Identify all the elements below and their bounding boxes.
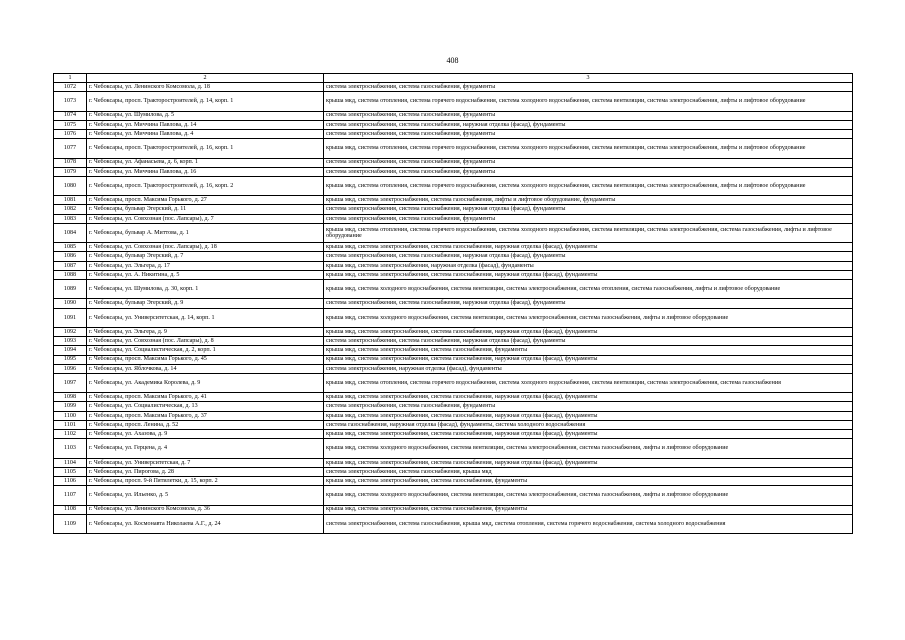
works-cell: крыша мкд, система электроснабжения, система газоснабжения, наружная отделка (фасад), фундаменты [324,393,853,402]
address-cell: г. Чебоксары, просп. Максима Горького, д. 37 [87,411,324,420]
table-row [54,176,853,195]
table-row [54,129,853,138]
table-row [54,280,853,299]
works-cell: система электроснабжения, система газоснабжения, фундаменты [324,129,853,138]
works-cell: крыша мкд, система электроснабжения, система газоснабжения, наружная отделка (фасад), фундаменты [324,430,853,439]
address-cell: г. Чебоксары, ул. Миччина Павлова, д. 4 [87,129,324,138]
table-row [54,92,853,111]
works-cell: система электроснабжения, система газоснабжения, наружная отделка (фасад), фундаменты [324,337,853,346]
table-row [54,505,853,514]
table-row [54,402,853,411]
row-number: 1099 [54,402,87,411]
row-number: 1109 [54,514,87,533]
table-row [54,364,853,373]
column-header-1: 1 [54,74,87,83]
address-cell: г. Чебоксары, просп. Максима Горького, д. 41 [87,393,324,402]
page-number: 408 [446,56,459,65]
table-row [54,355,853,364]
address-cell: г. Чебоксары, ул. Миччина Павлова, д. 14 [87,120,324,129]
works-cell: система электроснабжения, система газоснабжения, фундаменты [324,167,853,176]
works-cell: система электроснабжения, наружная отделка (фасад), фундаменты [324,364,853,373]
works-cell: крыша мкд, система электроснабжения, система газоснабжения, наружная отделка (фасад), фундаменты [324,270,853,279]
address-cell: г. Чебоксары, ул. Университетская, д. 7 [87,458,324,467]
address-cell: г. Чебоксары, ул. Совхозная (пос. Лапсары), д. 18 [87,243,324,252]
address-cell: г. Чебоксары, ул. Ленинского Комсомола, д. 36 [87,505,324,514]
table-row [54,514,853,533]
table-row [54,430,853,439]
row-number: 1096 [54,364,87,373]
address-cell: г. Чебоксары, ул. Афанасьева, д. 6, корп. 1 [87,158,324,167]
works-cell: система электроснабжения, система газоснабжения, фундаменты [324,111,853,120]
table-row [54,346,853,355]
works-cell: система электроснабжения, система газоснабжения, крыша мкд [324,467,853,476]
address-cell: г. Чебоксары, просп. Тракторостроителей, д. 14, корп. 1 [87,92,324,111]
row-number: 1093 [54,337,87,346]
row-number: 1073 [54,92,87,111]
address-cell: г. Чебоксары, бульвар А. Миттова, д. 1 [87,223,324,242]
row-number: 1108 [54,505,87,514]
table-row [54,205,853,214]
table-row [54,83,853,92]
address-cell: г. Чебоксары, ул. Космонавта Николаева А.Г., д. 24 [87,514,324,533]
row-number: 1079 [54,167,87,176]
row-number: 1101 [54,420,87,429]
table-row [54,299,853,308]
works-cell: крыша мкд, система электроснабжения, система газоснабжения, фундаменты [324,346,853,355]
row-number: 1082 [54,205,87,214]
address-cell: г. Чебоксары, просп. 9-й Пятилетки, д. 15, корп. 2 [87,477,324,486]
row-number: 1097 [54,373,87,392]
address-cell: г. Чебоксары, ул. Социалистическая, д. 2, корп. 1 [87,346,324,355]
works-cell: крыша мкд, система электроснабжения, система газоснабжения, наружная отделка (фасад), фундаменты [324,458,853,467]
row-number: 1076 [54,129,87,138]
table-row [54,223,853,242]
address-cell: г. Чебоксары, ул. Шумилова, д. 5 [87,111,324,120]
address-cell: г. Чебоксары, ул. Эльгера, д. 17 [87,261,324,270]
address-cell: г. Чебоксары, ул. Университетская, д. 14, корп. 1 [87,308,324,327]
address-cell: г. Чебоксары, ул. Академика Королева, д. 9 [87,373,324,392]
works-cell: крыша мкд, система электроснабжения, система газоснабжения, наружная отделка (фасад), фундаменты [324,411,853,420]
works-cell: крыша мкд, система холодного водоснабжения, система вентиляции, система электроснабжения, система газоснабжения, лифты и лифтовое оборудование [324,308,853,327]
row-number: 1083 [54,214,87,223]
row-number: 1091 [54,308,87,327]
row-number: 1086 [54,252,87,261]
table-row [54,393,853,402]
table-row [54,139,853,158]
table-row [54,486,853,505]
address-cell: г. Чебоксары, ул. Пирогова, д. 28 [87,467,324,476]
row-number: 1072 [54,83,87,92]
row-number: 1074 [54,111,87,120]
works-cell: система электроснабжения, система газоснабжения, наружная отделка (фасад), фундаменты [324,205,853,214]
works-cell: система газоснабжения, наружная отделка (фасад), фундаменты, система холодного водоснабжения [324,420,853,429]
table-row [54,243,853,252]
table-row [54,111,853,120]
table-row [54,252,853,261]
works-cell: система электроснабжения, система газоснабжения, фундаменты [324,402,853,411]
row-number: 1087 [54,261,87,270]
table-row [54,261,853,270]
address-cell: г. Чебоксары, ул. Герцена, д. 4 [87,439,324,458]
works-cell: крыша мкд, система электроснабжения, система газоснабжения, лифты и лифтовое оборудование, фундаменты [324,196,853,205]
row-number: 1075 [54,120,87,129]
row-number: 1089 [54,280,87,299]
table-row [54,120,853,129]
address-cell: г. Чебоксары, ул. Ильенко, д. 5 [87,486,324,505]
works-cell: крыша мкд, система отопления, система горячего водоснабжения, система холодного водоснабжения, система вентиляции, система электроснабжения, лифты и лифтовое оборудование [324,92,853,111]
address-cell: г. Чебоксары, ул. Ахазова, д. 9 [87,430,324,439]
works-cell: система электроснабжения, система газоснабжения, наружная отделка (фасад), фундаменты [324,252,853,261]
table-row [54,337,853,346]
address-cell: г. Чебоксары, ул. Эльгера, д. 9 [87,327,324,336]
row-number: 1094 [54,346,87,355]
table-header-row [54,74,853,83]
table-row [54,196,853,205]
works-cell: крыша мкд, система электроснабжения, система газоснабжения, фундаменты [324,505,853,514]
row-number: 1098 [54,393,87,402]
address-cell: г. Чебоксары, ул. Социалистическая, д. 13 [87,402,324,411]
table-row [54,158,853,167]
table-row [54,270,853,279]
row-number: 1088 [54,270,87,279]
table-row [54,167,853,176]
table-row [54,420,853,429]
address-cell: г. Чебоксары, ул. Шумилова, д. 30, корп. 1 [87,280,324,299]
row-number: 1085 [54,243,87,252]
works-cell: система электроснабжения, система газоснабжения, крыша мкд, система отопления, система горячего водоснабжения, система холодного водоснабжения [324,514,853,533]
row-number: 1102 [54,430,87,439]
table-row [54,477,853,486]
row-number: 1090 [54,299,87,308]
address-cell: г. Чебоксары, просп. Максима Горького, д. 45 [87,355,324,364]
address-cell: г. Чебоксары, ул. Совхозная (пос. Лапсары), д. 7 [87,214,324,223]
works-cell: крыша мкд, система электроснабжения, система газоснабжения, наружная отделка (фасад), фундаменты [324,327,853,336]
row-number: 1105 [54,467,87,476]
works-cell: система электроснабжения, система газоснабжения, фундаменты [324,214,853,223]
works-cell: крыша мкд, система отопления, система горячего водоснабжения, система холодного водоснабжения, система вентиляции, система электроснабжения, система газоснабжения, лифты и лифтовое оборудование [324,223,853,242]
table-row [54,327,853,336]
works-cell: система электроснабжения, система газоснабжения, наружная отделка (фасад), фундаменты [324,299,853,308]
column-header-3: 3 [324,74,853,83]
table-row [54,308,853,327]
works-cell: крыша мкд, система отопления, система горячего водоснабжения, система холодного водоснабжения, система вентиляции, система электроснабжения, лифты и лифтовое оборудование [324,176,853,195]
works-cell: крыша мкд, система электроснабжения, наружная отделка (фасад), фундаменты [324,261,853,270]
address-cell: г. Чебоксары, ул. Миччина Павлова, д. 16 [87,167,324,176]
table-row [54,214,853,223]
address-cell: г. Чебоксары, бульвар Эгерский, д. 11 [87,205,324,214]
address-cell: г. Чебоксары, просп. Тракторостроителей, д. 16, корп. 1 [87,139,324,158]
address-cell: г. Чебоксары, просп. Ленина, д. 52 [87,420,324,429]
address-cell: г. Чебоксары, ул. А. Никитина, д. 5 [87,270,324,279]
works-cell: система электроснабжения, система газоснабжения, наружная отделка (фасад), фундаменты [324,120,853,129]
table-row [54,458,853,467]
row-number: 1106 [54,477,87,486]
works-cell: крыша мкд, система холодного водоснабжения, система вентиляции, система электроснабжения, система газоснабжения, лифты и лифтовое оборудование [324,439,853,458]
address-cell: г. Чебоксары, бульвар Эгерский, д. 7 [87,252,324,261]
works-cell: система электроснабжения, система газоснабжения, фундаменты [324,83,853,92]
works-cell: крыша мкд, система отопления, система горячего водоснабжения, система холодного водоснабжения, система вентиляции, система электроснабжения, система газоснабжения [324,373,853,392]
works-cell: крыша мкд, система отопления, система горячего водоснабжения, система холодного водоснабжения, система вентиляции, система электроснабжения, лифты и лифтовое оборудование [324,139,853,158]
table-row [54,467,853,476]
row-number: 1078 [54,158,87,167]
row-number: 1080 [54,176,87,195]
row-number: 1084 [54,223,87,242]
works-cell: система электроснабжения, система газоснабжения, фундаменты [324,158,853,167]
column-header-2: 2 [87,74,324,83]
address-cell: г. Чебоксары, ул. Совхозная (пос. Лапсары), д. 8 [87,337,324,346]
row-number: 1104 [54,458,87,467]
row-number: 1107 [54,486,87,505]
address-cell: г. Чебоксары, ул. Яблочкова, д. 14 [87,364,324,373]
works-cell: крыша мкд, система холодного водоснабжения, система вентиляции, система электроснабжения, система газоснабжения, лифты и лифтовое оборудование [324,486,853,505]
row-number: 1081 [54,196,87,205]
address-cell: г. Чебоксары, бульвар Эгерский, д. 9 [87,299,324,308]
row-number: 1100 [54,411,87,420]
works-cell: крыша мкд, система холодного водоснабжения, система вентиляции, система электроснабжения, система отопления, система газоснабжения, лифты и лифтовое оборудование [324,280,853,299]
works-table [53,73,853,534]
table-row [54,411,853,420]
row-number: 1103 [54,439,87,458]
address-cell: г. Чебоксары, просп. Тракторостроителей, д. 16, корп. 2 [87,176,324,195]
table-row [54,439,853,458]
address-cell: г. Чебоксары, ул. Ленинского Комсомола, д. 18 [87,83,324,92]
address-cell: г. Чебоксары, просп. Максима Горького, д. 27 [87,196,324,205]
works-cell: крыша мкд, система электроснабжения, система газоснабжения, наружная отделка (фасад), фундаменты [324,355,853,364]
table-row [54,373,853,392]
works-cell: крыша мкд, система электроснабжения, система газоснабжения, фундаменты [324,477,853,486]
row-number: 1077 [54,139,87,158]
row-number: 1095 [54,355,87,364]
row-number: 1092 [54,327,87,336]
works-cell: крыша мкд, система электроснабжения, система газоснабжения, наружная отделка (фасад), фундаменты [324,243,853,252]
